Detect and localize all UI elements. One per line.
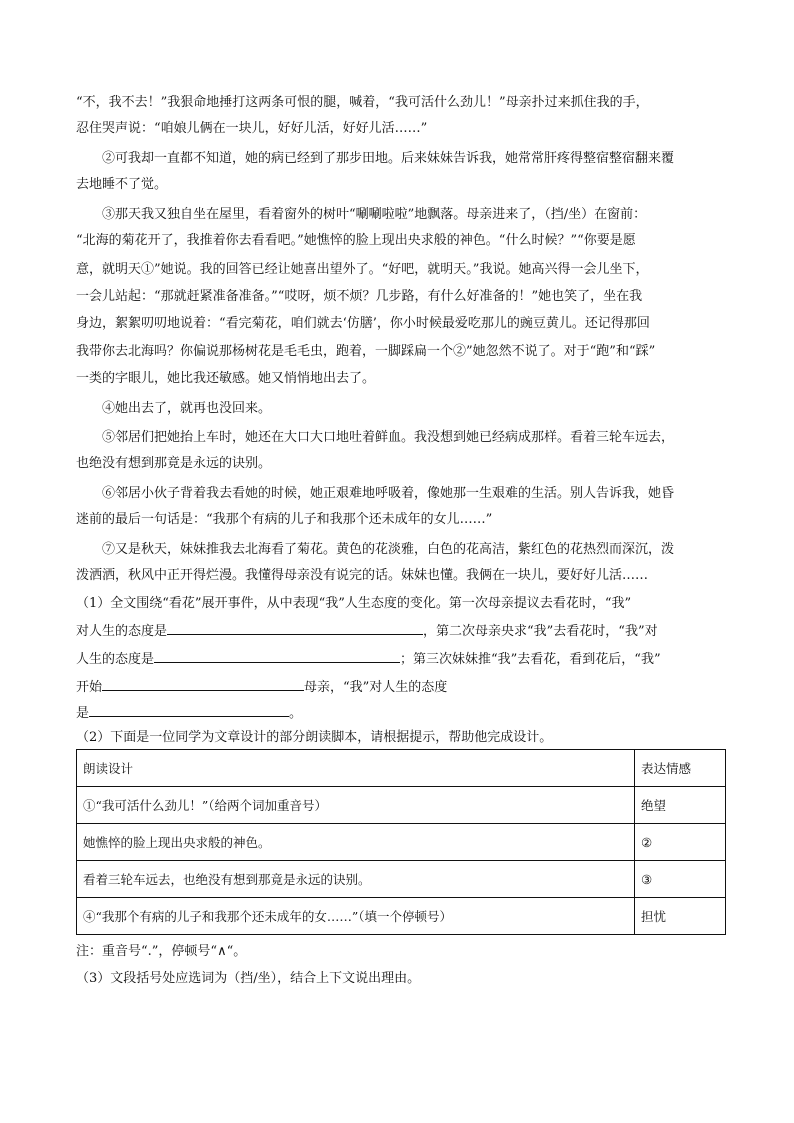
question-1-line: [76, 619, 724, 645]
question-1-line: （1）全文围绕“看花”展开事件，从中表现“我”人生态度的变化。第一次母亲提议去看花时，“我”: [76, 596, 632, 611]
question-1-text: 是: [76, 706, 90, 721]
question-1-text: 。: [289, 706, 303, 721]
answer-blank-4[interactable]: [89, 701, 289, 717]
table-cell: ④“我那个有病的儿子和我那个还未成年的女……”（填一个停顿号）: [77, 898, 635, 935]
table-cell-answer[interactable]: ②: [635, 824, 726, 861]
table-cell: 她憔悴的脸上现出央求般的神色。: [77, 824, 635, 861]
table-cell-answer[interactable]: ③: [635, 861, 726, 898]
passage-line: ⑦又是秋天，妹妹推我去北海看了菊花。黄色的花淡雅，白色的花高洁，紫红色的花热烈而深沉，泼: [102, 542, 675, 557]
table-header-cell: 朗读设计: [77, 750, 635, 787]
table-cell: 看着三轮车远去，也绝没有想到那竟是永远的诀别。: [77, 861, 635, 898]
answer-blank-3[interactable]: [102, 675, 304, 691]
passage-line: 也绝没有想到那竟是永远的诀别。: [76, 456, 272, 471]
question-1-text: ，第二次母亲央求“我”去看花时，“我”对: [423, 624, 658, 639]
answer-blank-2[interactable]: [154, 647, 400, 663]
passage-line: ⑥邻居小伙子背着我去看她的时候，她正艰难地呼吸着，像她那一生艰难的生活。别人告诉我，她昏: [102, 486, 675, 501]
passage-line: 泼洒洒，秋风中正开得烂漫。我懂得母亲没有说完的话。妹妹也懂。我俩在一块儿，要好好儿活……: [76, 568, 649, 583]
table-row: [77, 787, 726, 824]
question-1-text: 人生的态度是: [76, 652, 155, 667]
passage-line: 去地睡不了觉。: [76, 177, 168, 192]
reading-design-table: [76, 749, 726, 935]
question-3: （3）文段括号处应选词为（挡/坐），结合上下文说出理由。: [76, 971, 421, 986]
passage-line: 意，就明天①”她说。我的回答已经让她喜出望外了。“好吧，就明天。”我说。她高兴得一会儿坐下，: [76, 262, 649, 277]
question-1-line: [76, 647, 724, 673]
passage-line: ⑤邻居们把她抬上车时，她还在大口大口地吐着鲜血。我没想到她已经病成那样。看着三轮车远去，: [102, 430, 675, 445]
answer-blank-1[interactable]: [167, 619, 423, 635]
table-note: 注：重音号“.”，停顿号“∧“。: [76, 944, 247, 959]
question-1-text: ；第三次妹妹推“我”去看花，看到花后，“我”: [400, 652, 661, 667]
passage-line: 迷前的最后一句话是：“我那个有病的儿子和我那个还未成年的女儿……”: [76, 512, 493, 527]
question-1-text: 开始: [76, 680, 103, 695]
passage-line: ③那天我又独自坐在屋里，看着窗外的树叶“唰唰啦啦”地飘落。母亲进来了，（挡/坐）在窗前：: [102, 207, 647, 222]
passage-line: 一类的字眼儿，她比我还敏感。她又悄悄地出去了。: [76, 371, 376, 386]
table-cell: 担忧: [635, 898, 726, 935]
question-2-intro: （2）下面是一位同学为文章设计的部分朗读脚本，请根据提示，帮助他完成设计。: [76, 730, 553, 745]
question-1-line: [76, 675, 724, 701]
passage-line: ④她出去了，就再也没回来。: [102, 401, 272, 416]
question-1-text: 对人生的态度是: [76, 624, 168, 639]
table-cell: 绝望: [635, 787, 726, 824]
table-cell: ①“我可活什么劲儿！”（给两个词加重音号）: [77, 787, 635, 824]
table-row: [77, 861, 726, 898]
table-header-cell: 表达情感: [635, 750, 726, 787]
table-header-row: [77, 750, 726, 787]
passage-line: 一会儿站起：“那就赶紧准备准备。”“哎呀，烦不烦？几步路，有什么好准备的！”她也笑了，坐在我: [76, 289, 643, 304]
question-1-line: [76, 701, 724, 727]
passage-line: 忍住哭声说：“咱娘儿俩在一块儿，好好儿活，好好儿活……”: [76, 121, 428, 136]
passage-line: “不，我不去！”我狠命地捶打这两条可恨的腿，喊着，“我可活什么劲儿！”母亲扑过来抓住我的手，: [76, 95, 649, 110]
question-1-text: 母亲，“我”对人生的态度: [304, 680, 448, 695]
passage-line: 我带你去北海吗？你偏说那杨树花是毛毛虫，跑着，一脚踩扁一个②”她忽然不说了。对于“跑”和“踩”: [76, 344, 656, 359]
passage-line: ②可我却一直都不知道，她的病已经到了那步田地。后来妹妹告诉我，她常常肝疼得整宿整宿翻来覆: [102, 151, 675, 166]
passage-line: “北海的菊花开了，我推着你去看看吧。”她憔悴的脸上现出央求般的神色。“什么时候？”“你要是愿: [76, 233, 636, 248]
table-row: [77, 824, 726, 861]
passage-line: 身边，絮絮叨叨地说着：“看完菊花，咱们就去‘仿膳’，你小时候最爱吃那儿的豌豆黄儿。还记得那回: [76, 316, 650, 331]
table-row: [77, 898, 726, 935]
